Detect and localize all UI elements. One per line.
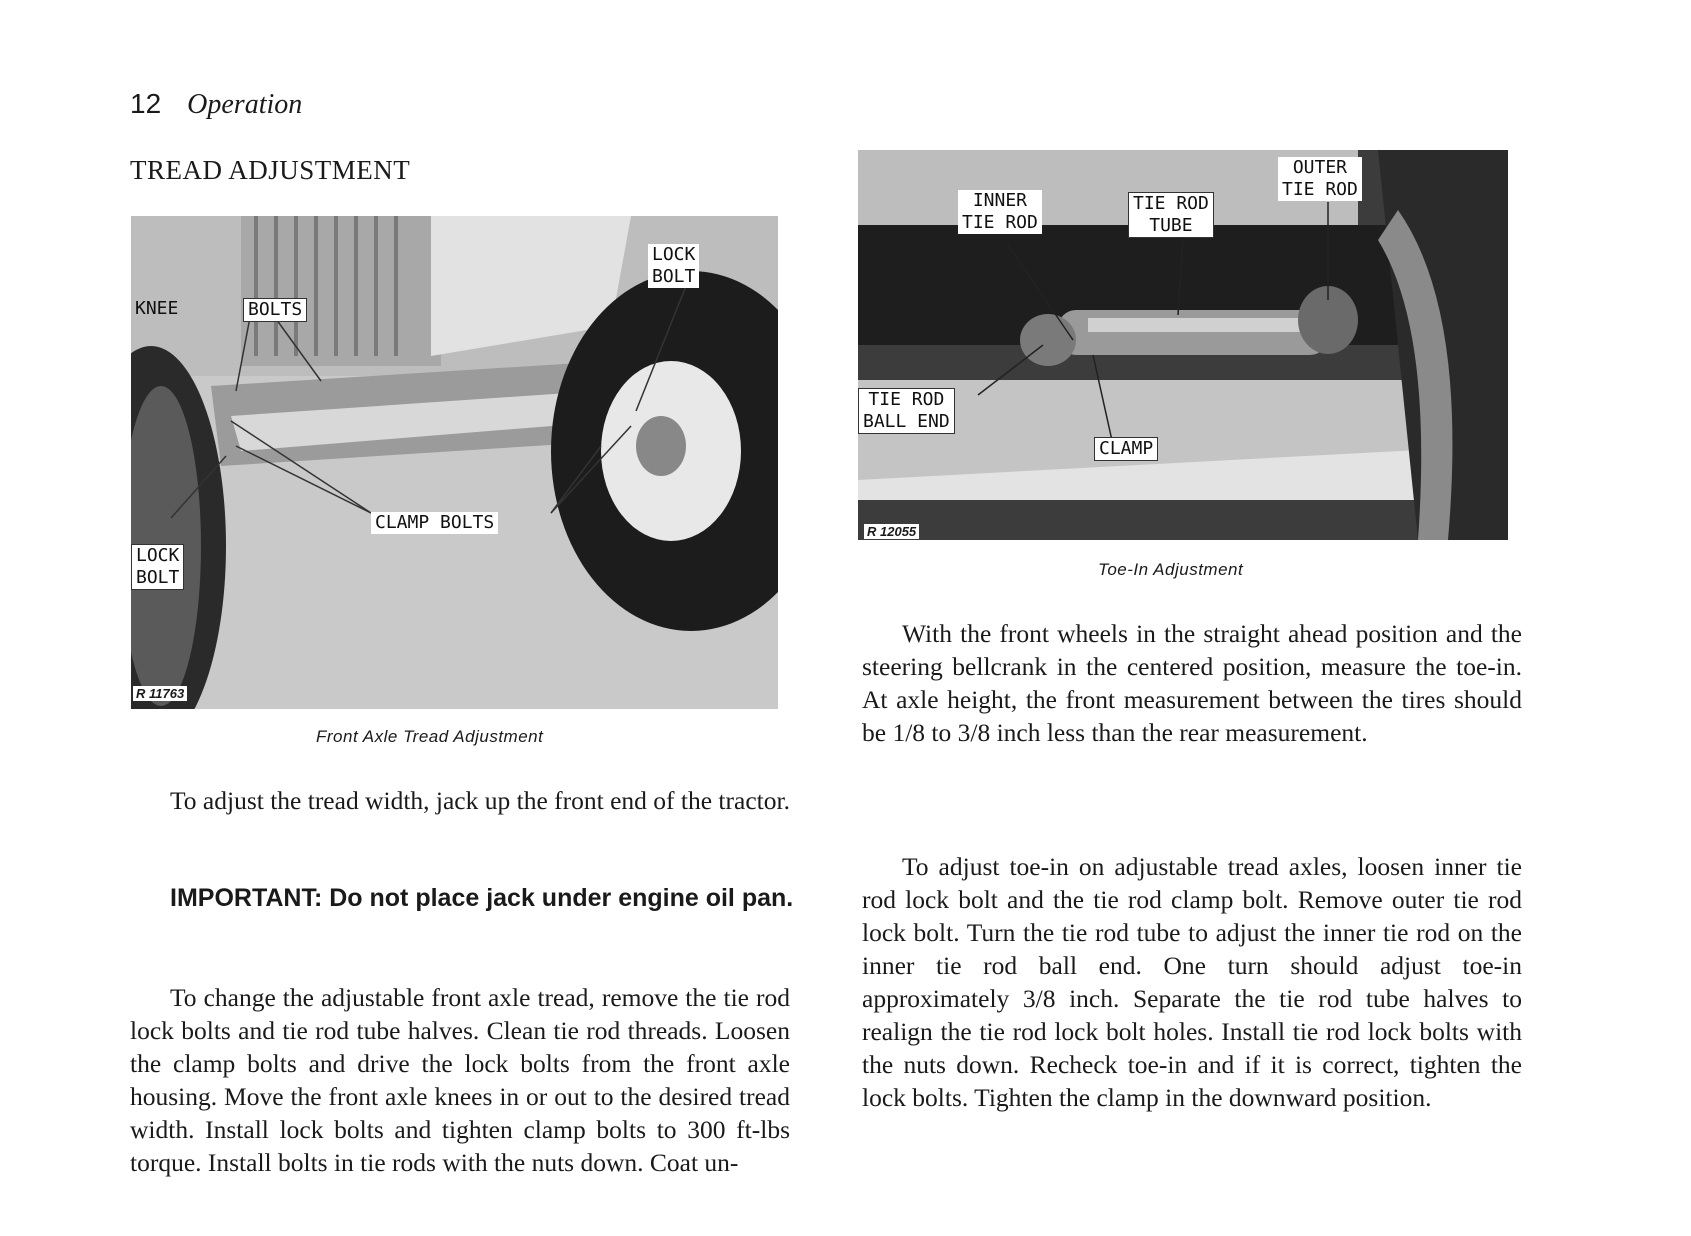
page-header bbox=[130, 88, 302, 121]
page-number: 12 bbox=[130, 88, 162, 119]
inner-tie-rod-label: INNER TIE ROD bbox=[958, 190, 1042, 234]
tie-rod-photo bbox=[858, 150, 1508, 540]
figure1-code: R 11763 bbox=[133, 686, 187, 701]
section-name: Operation bbox=[187, 89, 303, 120]
important-note: IMPORTANT: Do not place jack under engine oil pan. bbox=[170, 884, 794, 912]
figure2-caption: Toe-In Adjustment bbox=[1098, 560, 1244, 579]
tie-rod-tube-label: TIE ROD TUBE bbox=[1128, 192, 1214, 238]
page-title: TREAD ADJUSTMENT bbox=[130, 155, 411, 185]
right-paragraph-2: To adjust toe-in on adjustable tread axles, loosen inner tie rod lock bolt and the tie rod clamp bolt. Remove outer tie rod lock bolt. Turn the tie rod tube to adjust the inner tie rod on the inner tie rod ball end. One turn should adjust toe-in approximately 3/8 inch. Separate the tie rod tube halves to realign the tie rod lock bolt holes. Install tie rod lock bolts with the nuts down. Recheck toe-in and if it is correct, tighten the lock bolts. Tighten the clamp in the downward position. bbox=[862, 852, 1522, 1112]
figure2-code: R 12055 bbox=[864, 524, 919, 539]
front-axle-illustration bbox=[131, 216, 778, 709]
lock-bolt-right-label: LOCK BOLT bbox=[648, 244, 699, 288]
right-paragraph-1: With the front wheels in the straight ahead position and the steering bellcrank in the centered position, measure the toe-in. At axle height, the front measurement between the tires should be 1/8 to 3/8 inch less than the rear measurement. bbox=[862, 619, 1522, 747]
tie-rod-ball-end-label: TIE ROD BALL END bbox=[858, 388, 955, 434]
clamp-bolts-label: CLAMP BOLTS bbox=[371, 512, 498, 534]
left-paragraph-3: To change the adjustable front axle tread, remove the tie rod lock bolts and tie rod tube halves. Clean tie rod threads. Loosen the clamp bolts and drive the lock bolts from the front axle housing. Move the front axle knees in or out to the desired tread width. Install lock bolts and tighten clamp bolts to 300 ft-lbs torque. Install bolts in tie rods with the nuts down. Coat un- bbox=[130, 983, 790, 1177]
front-axle-photo bbox=[131, 216, 778, 709]
knee-label: KNEE bbox=[135, 298, 179, 319]
lock-bolt-left-label: LOCK BOLT bbox=[131, 544, 184, 590]
left-paragraph-1: To adjust the tread width, jack up the front end of the tractor. bbox=[170, 786, 790, 815]
outer-tie-rod-label: OUTER TIE ROD bbox=[1278, 157, 1362, 201]
bolts-label: BOLTS bbox=[243, 298, 307, 322]
clamp-label: CLAMP bbox=[1094, 437, 1158, 461]
figure1-caption: Front Axle Tread Adjustment bbox=[316, 727, 544, 746]
